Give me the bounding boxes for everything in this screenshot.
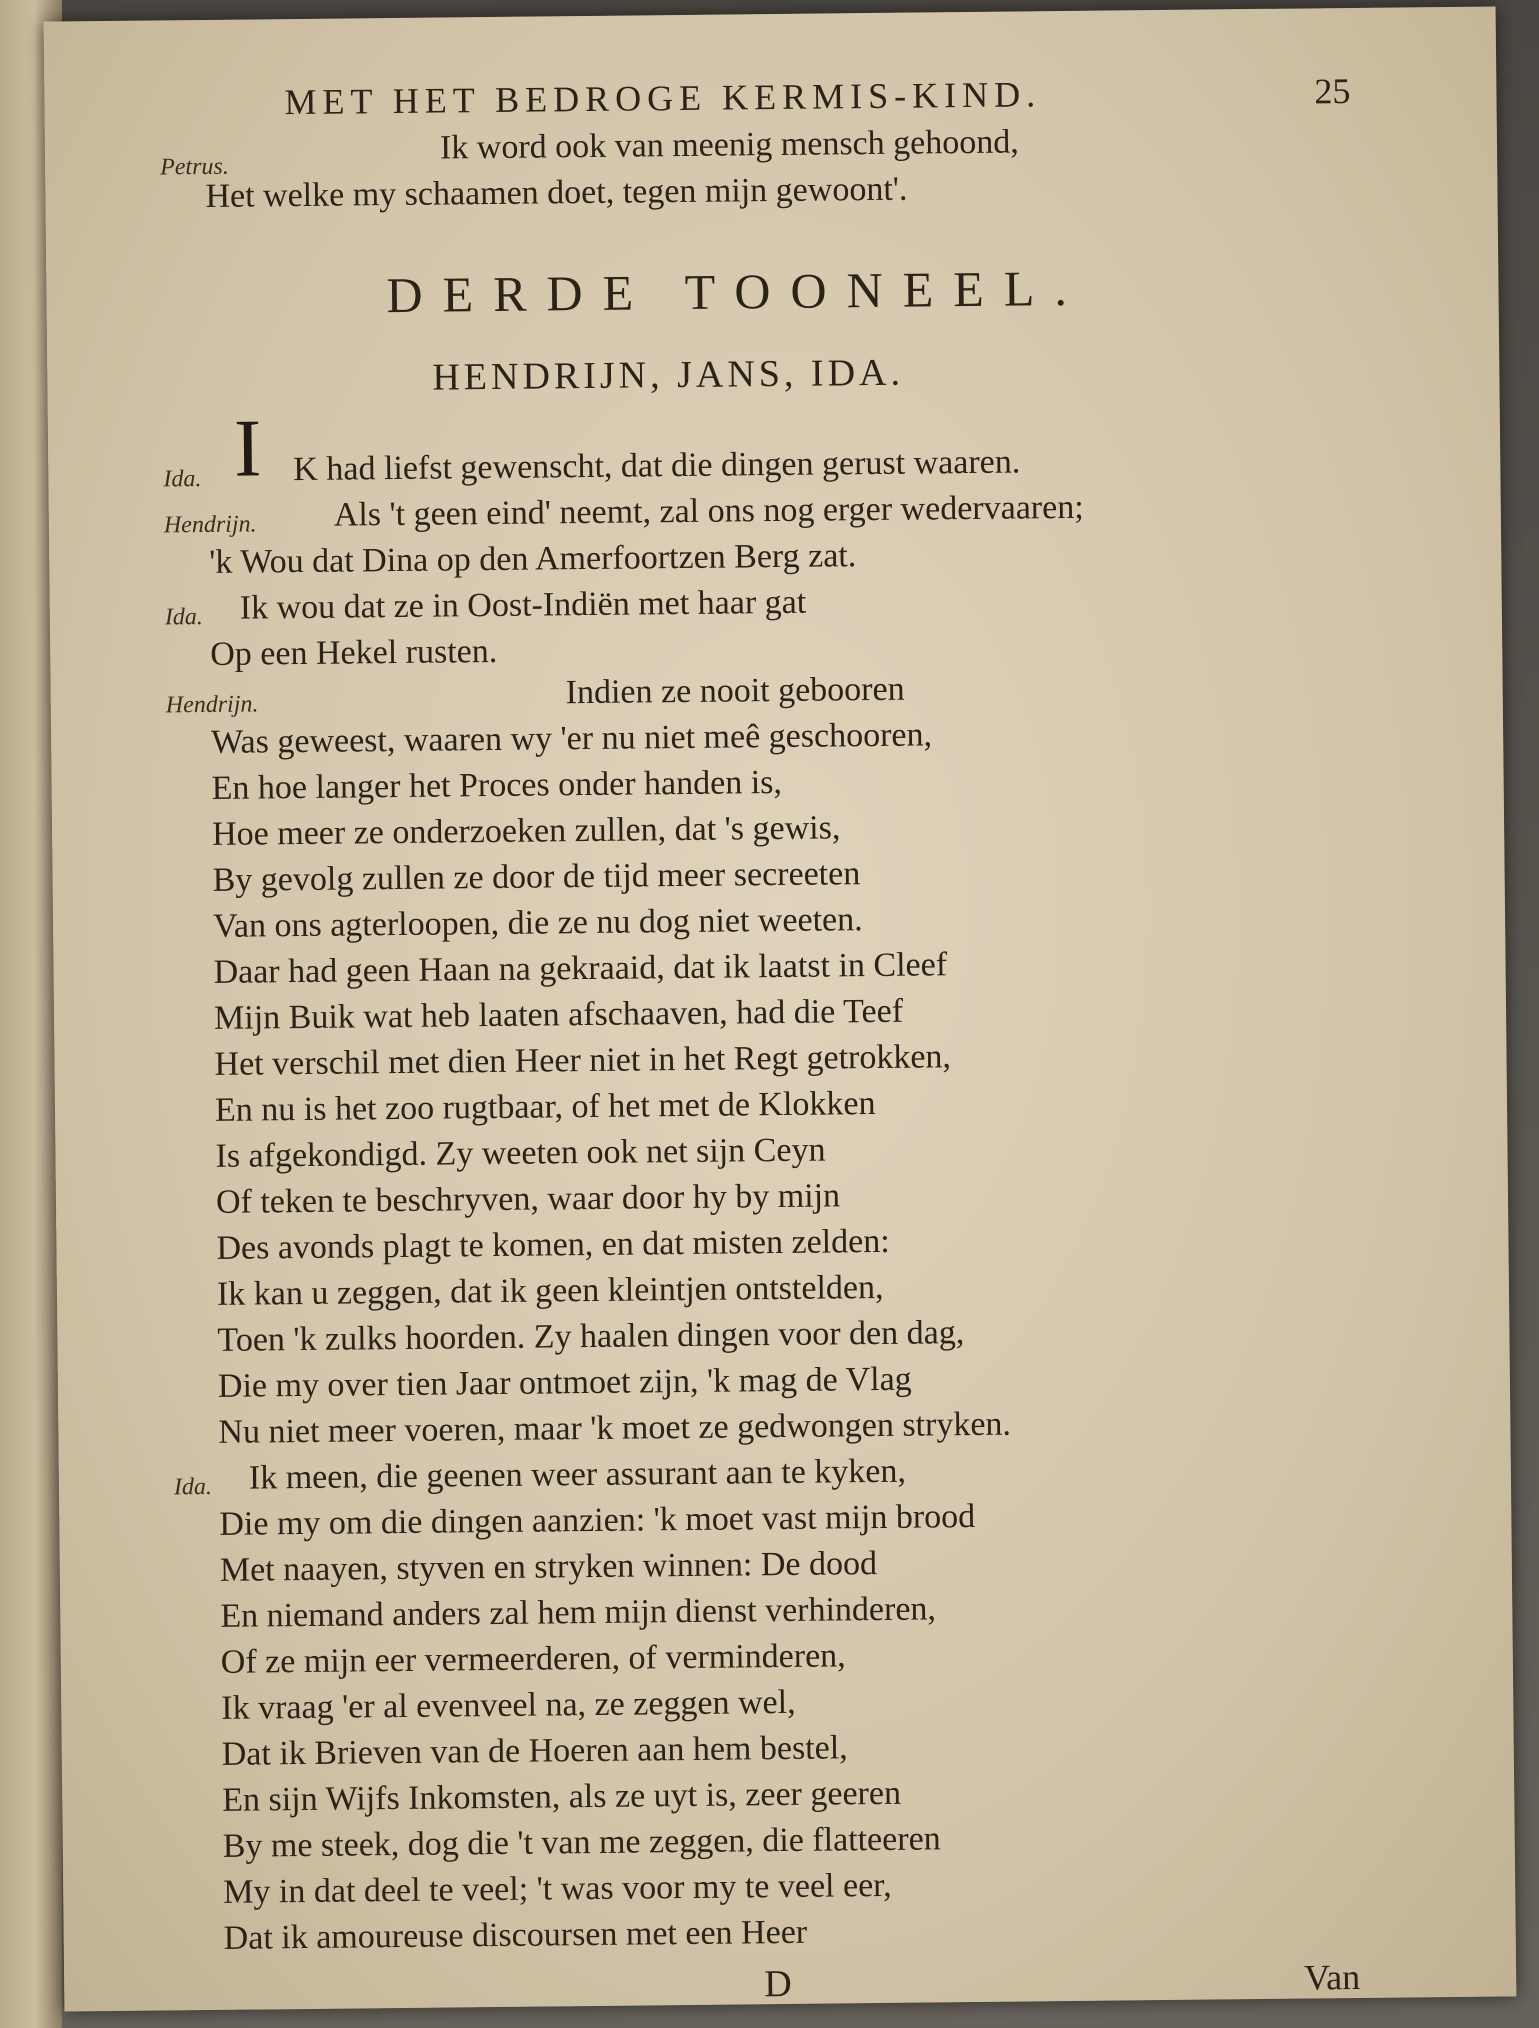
verse-line: Ik kan u zeggen, dat ik geen kleintjen ontstelden, xyxy=(216,1268,884,1313)
speaker-label: Petrus. xyxy=(160,153,229,181)
verse-line: En sijn Wijfs Inkomsten, als ze uyt is, zeer geeren xyxy=(222,1774,902,1819)
verse-line: Van ons agterloopen, die ze nu dog niet weeten. xyxy=(212,901,863,945)
speaker-label: Ida. xyxy=(164,604,203,631)
verse-line: Hoe meer ze onderzoeken zullen, dat 's gewis, xyxy=(211,809,841,853)
page-number: 25 xyxy=(1314,70,1351,112)
drop-cap: I xyxy=(233,402,262,494)
verse-line: K had liefst gewenscht, dat die dingen gerust waaren. xyxy=(293,443,1021,489)
verse-line: 'k Wou dat Dina op den Amerfoortzen Berg zat. xyxy=(209,537,857,581)
verse-line: Het welke my schaamen doet, tegen mijn gewoont'. xyxy=(205,170,908,215)
verse-line: Indien ze nooit gebooren xyxy=(565,670,905,712)
verse-line: Als 't geen eind' neemt, zal ons nog erger wedervaaren; xyxy=(333,488,1084,534)
catchword: Van xyxy=(1303,1956,1361,1998)
verse-line: Ik vraag 'er al evenveel na, ze zeggen wel, xyxy=(221,1683,796,1727)
verse-line: Dat ik amoureuse discoursen met een Heer xyxy=(223,1913,808,1957)
verse-line: Nu niet meer voeren, maar 'k moet ze gedwongen stryken. xyxy=(218,1405,1012,1451)
scene-characters: HENDRIJN, JANS, IDA. xyxy=(432,351,905,399)
verse-line: Die my om die dingen aanzien: 'k moet vast mijn brood xyxy=(219,1497,976,1543)
signature-mark: D xyxy=(763,1962,792,2006)
verse-line: En nu is het zoo rugtbaar, of het met de Klokken xyxy=(214,1085,876,1129)
verse-line: Of teken te beschryven, waar door hy by mijn xyxy=(215,1177,841,1221)
verse-line: My in dat deel te veel; 't was voor my te veel eer, xyxy=(223,1866,892,1911)
verse-line: Mijn Buik wat heb laaten afschaaven, had die Teef xyxy=(213,992,904,1037)
verse-line: By gevolg zullen ze door de tijd meer secreeten xyxy=(212,855,861,899)
verse-line: By me steek, dog die 't van me zeggen, die flatteeren xyxy=(222,1820,941,1865)
verse-line: Is afgekondigd. Zy weeten ook net sijn Ceyn xyxy=(215,1131,826,1175)
verse-line: Met naayen, styven en stryken winnen: De dood xyxy=(219,1545,878,1589)
verse-line: En hoe langer het Proces onder handen is, xyxy=(211,763,783,807)
verse-line: Ik wou dat ze in Oost-Indiën met haar gat xyxy=(239,583,807,627)
verse-line: Of ze mijn eer vermeerderen, of verminderen, xyxy=(220,1637,846,1681)
book-page xyxy=(44,6,1517,2011)
verse-line: Toen 'k zulks hoorden. Zy haalen dingen voor den dag, xyxy=(217,1314,965,1359)
running-head: MET HET BEDROGE KERMIS-KIND. xyxy=(284,74,1042,123)
scene-title: DERDE TOONEEL. xyxy=(386,259,1088,324)
verse-line: Daar had geen Haan na gekraaid, dat ik laatst in Cleef xyxy=(213,946,948,991)
verse-line: En niemand anders zal hem mijn dienst verhinderen, xyxy=(220,1590,937,1635)
verse-line: Ik meen, die geenen weer assurant aan te kyken, xyxy=(248,1452,907,1497)
speaker-label: Ida. xyxy=(163,466,202,493)
speaker-label: Hendrijn. xyxy=(165,691,259,719)
speaker-label: Ida. xyxy=(173,1473,213,1501)
verse-line: Het verschil met dien Heer niet in het Regt getrokken, xyxy=(214,1038,952,1083)
verse-line: Ik word ook van meenig mensch gehoond, xyxy=(439,123,1019,167)
verse-line: Dat ik Brieven van de Hoeren aan hem bestel, xyxy=(221,1729,848,1773)
verse-line: Des avonds plagt te komen, en dat misten zelden: xyxy=(216,1222,890,1267)
verse-line: Op een Hekel rusten. xyxy=(210,632,498,673)
verse-line: Was geweest, waaren wy 'er nu niet meê geschooren, xyxy=(210,716,933,761)
speaker-label: Hendrijn. xyxy=(163,511,257,539)
verse-line: Die my over tien Jaar ontmoet zijn, 'k mag de Vlag xyxy=(217,1360,912,1405)
